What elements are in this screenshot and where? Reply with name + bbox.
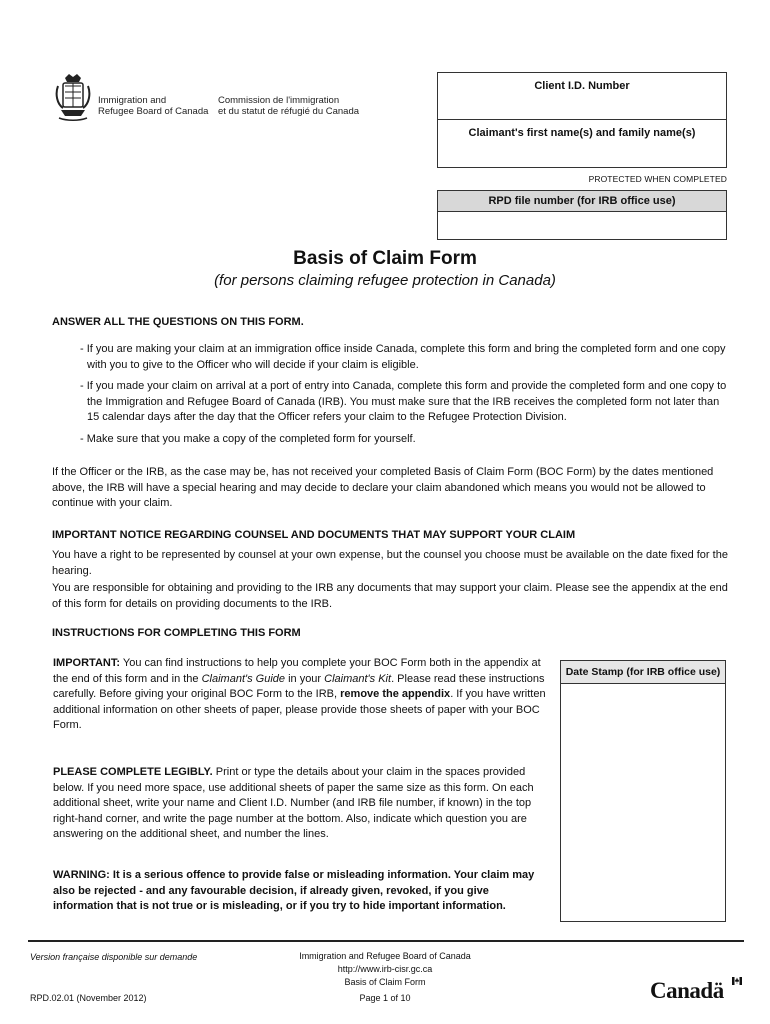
bullet-inside-canada: - If you are making your claim at an immigration office inside Canada, complete this form and bring the completed form and one copy with you to give to the Officer who will decide if your claim is eligible. — [80, 343, 726, 371]
remove-appendix-text: remove the appendix — [340, 688, 451, 700]
form-subtitle: (for persons claiming refugee protection in Canada) — [214, 272, 556, 289]
coat-of-arms-icon — [55, 72, 91, 122]
client-id-box — [437, 72, 727, 168]
client-id-label: Client I.D. Number — [534, 80, 630, 92]
form-title: Basis of Claim Form — [293, 248, 477, 269]
agency-name-french-line1: Commission de l'immigration — [218, 95, 340, 106]
instruction-bullets — [80, 342, 730, 453]
agency-name-english-line2: Refugee Board of Canada — [98, 106, 209, 117]
legibly-text: Print or type the details about your claim in the spaces provided below. If you need more space, use additional sheets of paper the same size as this form. On each additional sheet, write your name and Client I.D. Number (and IRB file number, if known) in the top right-hand corner, and write the page number at the bottom. Also, indicate which question you are answering on the additional sheet, and number the lines. — [53, 766, 534, 840]
claimants-guide-ref: Claimant's Guide — [201, 672, 286, 685]
footer-url: http://www.irb-cisr.gc.ca — [337, 964, 433, 974]
bullet-make-copy: - Make sure that you make a copy of the completed form for yourself. — [80, 432, 416, 445]
agency-name-french-line2: et du statut de réfugié du Canada — [218, 106, 360, 117]
form-code: RPD.02.01 (November 2012) — [30, 993, 147, 1003]
date-stamp-box — [560, 660, 726, 922]
legibly-paragraph — [53, 765, 548, 843]
counsel-paragraph-2: You are responsible for obtaining and providing to the IRB any documents that may support your claim. Please see the appendix at the end of this form for details on providing documents to the IRB. — [52, 582, 728, 610]
page-number: Page 1 of 10 — [359, 993, 411, 1003]
claimant-name-label: Claimant's first name(s) and family name(s) — [468, 127, 696, 139]
protected-label: PROTECTED WHEN COMPLETED — [588, 174, 727, 184]
client-id-divider — [438, 119, 726, 120]
claimants-kit-ref: Claimant's Kit — [324, 672, 392, 685]
instructions-heading: INSTRUCTIONS FOR COMPLETING THIS FORM — [52, 627, 301, 639]
legibly-lead: PLEASE COMPLETE LEGIBLY. — [53, 766, 213, 778]
agency-name-french — [218, 95, 359, 117]
date-stamp-label: Date Stamp (for IRB office use) — [561, 661, 725, 684]
answer-all-heading: ANSWER ALL THE QUESTIONS ON THIS FORM. — [52, 316, 304, 328]
important-lead: IMPORTANT: — [53, 657, 121, 669]
abandonment-paragraph: If the Officer or the IRB, as the case may be, has not received your completed Basis of Claim Form (BOC Form) by the dates mentioned above, the IRB will have a special hearing and may decide to declare your claim abandoned which means you would not be allowed to continue with your claim. — [52, 466, 714, 509]
important-text-3: . Please read these instructions carefully. Before giving your original BOC Form to the IRB, — [53, 672, 545, 700]
important-text-1: You can find instructions to help you complete your BOC Form both in the appendix at the end of this form and in the — [53, 657, 541, 685]
bullet-port-of-entry: - If you made your claim on arrival at a port of entry into Canada, complete this form and provide the completed form and one copy to the Immigration and Refugee Board of Canada (IRB). You must make sure that the IRB receives the completed form not later than 15 calendar days after the day that the Officer refers your claim to the Refugee Protection Division. — [80, 380, 727, 423]
rpd-file-number-label: RPD file number (for IRB office use) — [438, 191, 726, 212]
footer-form-name: Basis of Claim Form — [344, 977, 426, 987]
warning-paragraph: WARNING: It is a serious offence to provide false or misleading information. Your claim may also be rejected - and any favourable decision, if already given, revoked, if you give information that is not true or is misleading, or if you try to hide important information. — [53, 869, 535, 912]
footer-center — [270, 950, 500, 989]
agency-name-english-line1: Immigration and — [98, 95, 167, 106]
maple-leaf-flag-icon — [732, 976, 742, 986]
important-paragraph — [53, 656, 548, 734]
important-text-2: in your — [285, 672, 325, 685]
counsel-heading: IMPORTANT NOTICE REGARDING COUNSEL AND DOCUMENTS THAT MAY SUPPORT YOUR CLAIM — [52, 529, 576, 541]
rpd-file-number-box — [437, 190, 727, 240]
french-version-note: Version française disponible sur demande — [30, 952, 198, 962]
footer-rule — [28, 940, 744, 942]
counsel-paragraph-1: You have a right to be represented by counsel at your own expense, but the counsel you choose must be available on the date fixed for the hearing. — [52, 549, 728, 577]
canada-wordmark: Canadä — [650, 978, 724, 1003]
agency-name-english — [98, 95, 208, 117]
footer-board-name: Immigration and Refugee Board of Canada — [299, 951, 471, 961]
important-text-4: . If you have written additional information on other sheets of paper, please provide those sheets of paper with your BOC Form. — [53, 688, 546, 731]
